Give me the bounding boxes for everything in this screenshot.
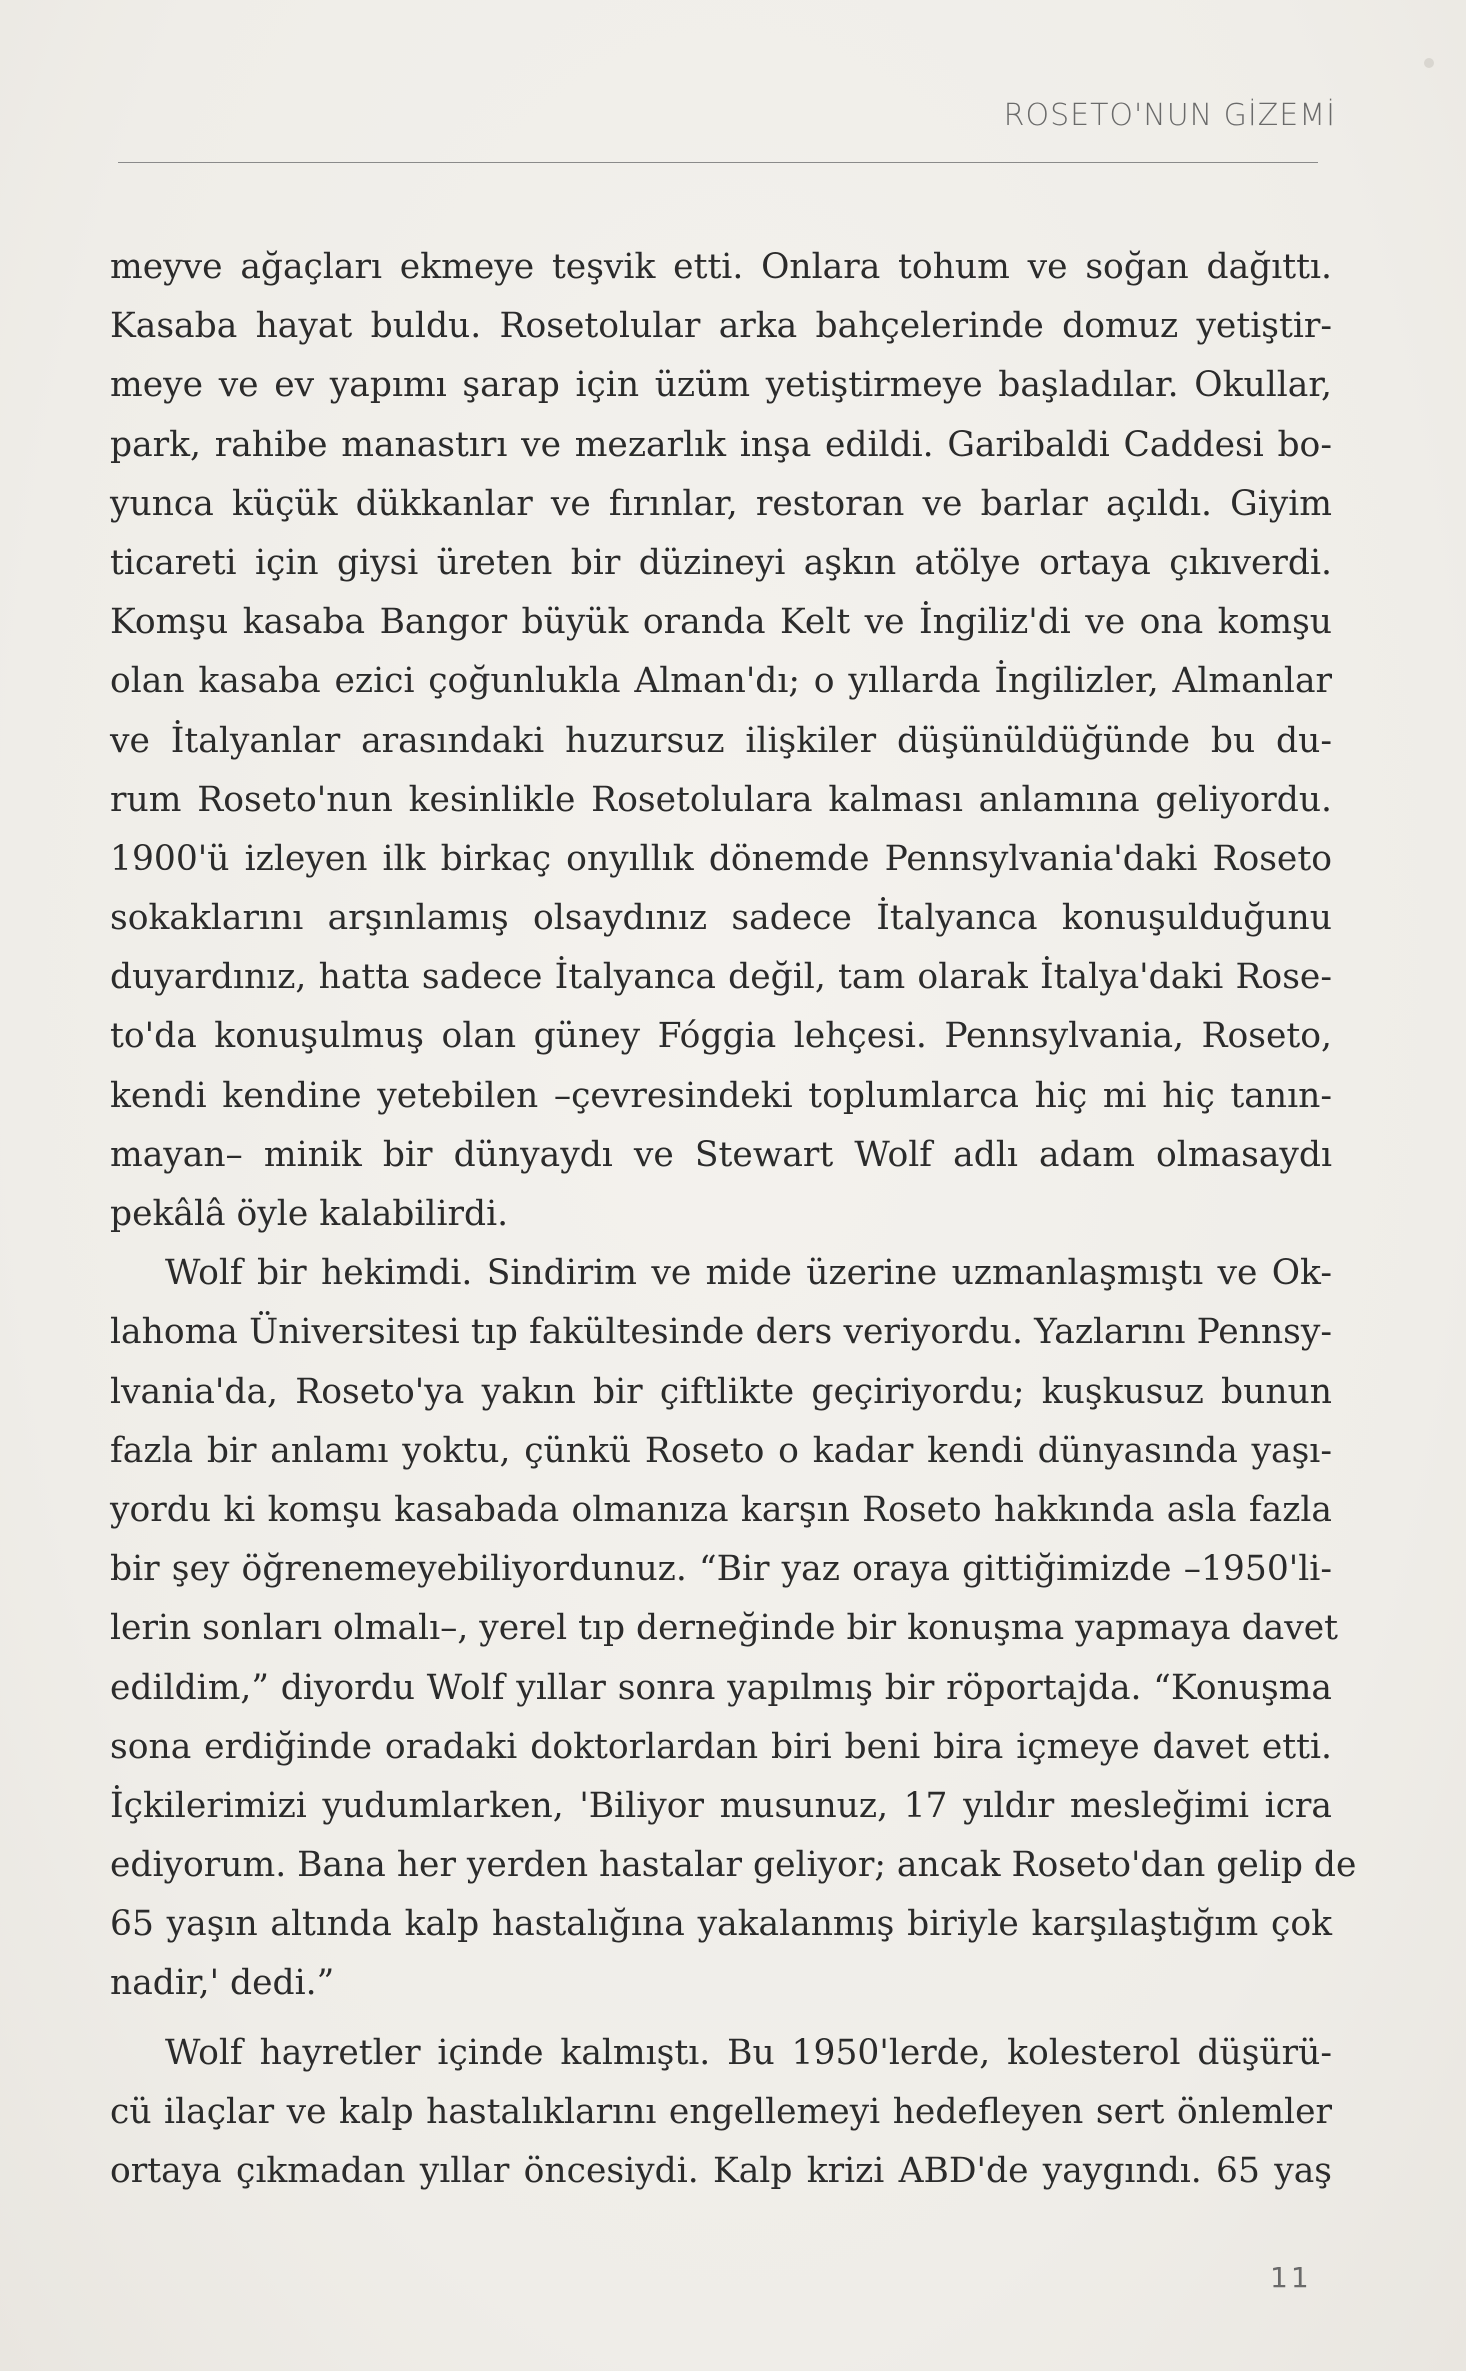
- text-line: lahoma Üniversitesi tıp fakültesinde ders veriyordu. Yazlarını Pennsy-: [110, 1312, 1332, 1353]
- text-line: Wolf bir hekimdi. Sindirim ve mide üzerine uzmanlaşmıştı ve Ok-: [165, 1253, 1332, 1294]
- text-line: nadir,' dedi.”: [110, 1963, 335, 2004]
- text-line: olan kasaba ezici çoğunlukla Alman'dı; o yıllarda İngilizler, Almanlar: [110, 661, 1332, 702]
- page-number: 11: [1270, 2261, 1312, 2294]
- text-line: yordu ki komşu kasabada olmanıza karşın Roseto hakkında asla fazla: [110, 1489, 1332, 1530]
- text-line: ediyorum. Bana her yerden hastalar geliyor; ancak Roseto'dan gelip de: [110, 1845, 1357, 1886]
- text-line: mayan– minik bir dünyaydı ve Stewart Wolf adlı adam olmasaydı: [110, 1134, 1332, 1175]
- text-line: to'da konuşulmuş olan güney Fóggia lehçesi. Pennsylvania, Roseto,: [110, 1016, 1332, 1057]
- text-line: edildim,” diyordu Wolf yıllar sonra yapılmış bir röportajda. “Konuşma: [110, 1667, 1332, 1708]
- text-line: Kasaba hayat buldu. Rosetolular arka bahçelerinde domuz yetiştir-: [110, 306, 1332, 347]
- text-line: lvania'da, Roseto'ya yakın bir çiftlikte geçiriyordu; kuşkusuz bunun: [110, 1371, 1332, 1412]
- text-line: ve İtalyanlar arasındaki huzursuz ilişkiler düşünüldüğünde bu du-: [110, 720, 1332, 761]
- text-line: park, rahibe manastırı ve mezarlık inşa edildi. Garibaldi Caddesi bo-: [110, 424, 1332, 465]
- text-line: 1900'ü izleyen ilk birkaç onyıllık dönemde Pennsylvania'daki Roseto: [110, 838, 1332, 879]
- text-line: lerin sonları olmalı–, yerel tıp derneğinde bir konuşma yapmaya davet: [110, 1608, 1339, 1649]
- text-line: Wolf hayretler içinde kalmıştı. Bu 1950'lerde, kolesterol düşürü-: [165, 2032, 1332, 2073]
- text-line: duyardınız, hatta sadece İtalyanca değil, tam olarak İtalya'daki Rose-: [110, 957, 1332, 998]
- text-line: sokaklarını arşınlamış olsaydınız sadece İtalyanca konuşulduğunu: [110, 898, 1332, 939]
- header-rule: [118, 162, 1318, 163]
- text-line: İçkilerimizi yudumlarken, 'Biliyor musunuz, 17 yıldır mesleğimi icra: [110, 1785, 1332, 1826]
- text-line: cü ilaçlar ve kalp hastalıklarını engellemeyi hedefleyen sert önlemler: [110, 2091, 1332, 2132]
- page-corner-mark: [1424, 58, 1434, 68]
- text-line: meye ve ev yapımı şarap için üzüm yetiştirmeye başladılar. Okullar,: [110, 365, 1332, 406]
- text-line: sona erdiğinde oradaki doktorlardan biri beni bira içmeye davet etti.: [110, 1726, 1332, 1767]
- text-line: rum Roseto'nun kesinlikle Rosetolulara kalması anlamına geliyordu.: [110, 779, 1332, 820]
- text-line: ticareti için giysi üreten bir düzineyi aşkın atölye ortaya çıkıverdi.: [110, 542, 1332, 583]
- text-line: pekâlâ öyle kalabilirdi.: [110, 1194, 509, 1234]
- text-line: Komşu kasaba Bangor büyük oranda Kelt ve İngiliz'di ve ona komşu: [110, 602, 1332, 643]
- text-line: bir şey öğrenemeyebiliyordunuz. “Bir yaz oraya gittiğimizde –1950'li-: [110, 1549, 1332, 1590]
- text-line: meyve ağaçları ekmeye teşvik etti. Onlara tohum ve soğan dağıttı.: [110, 247, 1332, 287]
- body-text: [110, 238, 1357, 2201]
- text-line: ortaya çıkmadan yıllar öncesiydi. Kalp krizi ABD'de yaygındı. 65 yaş: [110, 2151, 1332, 2191]
- running-head: ROSETO'NUN GİZEMİ: [1003, 98, 1336, 133]
- text-line: yunca küçük dükkanlar ve fırınlar, restoran ve barlar açıldı. Giyim: [110, 483, 1332, 524]
- text-line: 65 yaşın altında kalp hastalığına yakalanmış biriyle karşılaştığım çok: [110, 1904, 1332, 1945]
- text-line: kendi kendine yetebilen –çevresindeki toplumlarca hiç mi hiç tanın-: [110, 1075, 1332, 1116]
- text-line: fazla bir anlamı yoktu, çünkü Roseto o kadar kendi dünyasında yaşı-: [110, 1430, 1332, 1471]
